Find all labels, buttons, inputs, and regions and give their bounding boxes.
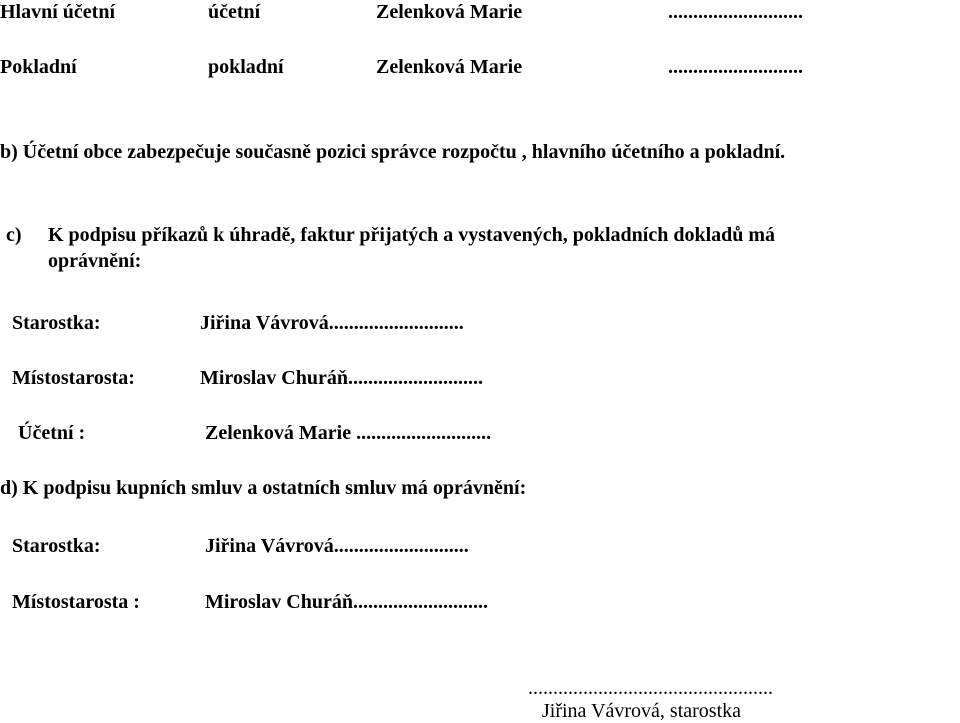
signer-d-label-2: Místostarosta : <box>12 591 140 613</box>
section-b-text: b) Účetní obce zabezpečuje současně pozici správce rozpočtu , hlavního účetního a pokladní. <box>0 141 786 163</box>
section-c-marker: c) <box>6 224 22 246</box>
signature-dots: ................................................. <box>528 677 773 699</box>
role-title-1: Hlavní účetní <box>0 1 116 23</box>
role-title-2: Pokladní <box>0 56 77 78</box>
signer-c-label-3: Účetní : <box>18 422 86 444</box>
signature-text: Jiřina Vávrová, starostka <box>542 700 742 722</box>
signer-c-name-1: Jiřina Vávrová........................... <box>200 312 464 334</box>
signer-d-name-2: Miroslav Churáň........................... <box>205 591 488 613</box>
role-name-2: pokladní <box>208 56 284 78</box>
role-name-1: účetní <box>208 1 261 23</box>
signer-d-name-1: Jiřina Vávrová........................... <box>205 535 469 557</box>
signer-c-name-2: Miroslav Churáň........................... <box>200 367 483 389</box>
signer-d-label-1: Starostka: <box>12 535 101 557</box>
role-dots-1: ........................... <box>668 1 803 23</box>
role-person-1: Zelenková Marie <box>376 1 523 23</box>
section-c-line2: oprávnění: <box>48 250 142 272</box>
signer-c-label-1: Starostka: <box>12 312 101 334</box>
role-person-2: Zelenková Marie <box>376 56 523 78</box>
signer-c-label-2: Místostarosta: <box>12 367 135 389</box>
section-d-text: d) K podpisu kupních smluv a ostatních smluv má oprávnění: <box>0 477 527 499</box>
role-dots-2: ........................... <box>668 56 803 78</box>
signer-c-name-3: Zelenková Marie ........................... <box>205 422 492 444</box>
section-c-line1: K podpisu příkazů k úhradě, faktur přijatých a vystavených, pokladních dokladů má <box>48 224 776 246</box>
